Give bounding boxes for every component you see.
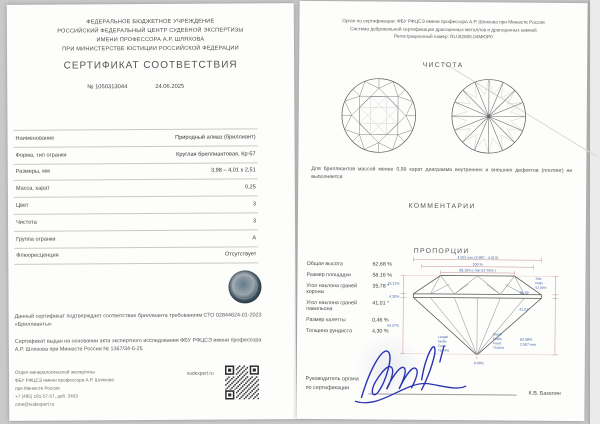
proportion-value: 62,68 % bbox=[372, 261, 393, 268]
issuer-line: РОССИЙСКИЙ ФЕДЕРАЛЬНЫЙ ЦЕНТР СУДЕБНОЙ ЭКСПЕРТИЗЫ bbox=[57, 27, 244, 35]
clarity-heading: ЧИСТОТА bbox=[422, 61, 464, 70]
table-row bbox=[14, 180, 258, 198]
issuer-header bbox=[7, 17, 294, 55]
property-label: Размеры, мм bbox=[15, 169, 50, 176]
contact-phone: +7 (495) 181-57-57, доб. 3403 bbox=[15, 393, 78, 399]
proportion-value: 58,16 % bbox=[372, 272, 392, 279]
proportion-label: Размер площадки bbox=[306, 271, 351, 279]
total-depth-mm-label: 2.507 mm bbox=[519, 342, 536, 347]
handwritten-signature bbox=[351, 335, 472, 412]
crown-angle-label: 35.78° bbox=[519, 291, 530, 296]
certification-body-header bbox=[299, 17, 587, 42]
contact-line: ФБУ РФЦСЭ имени профессора А.Р. Шляхова bbox=[15, 377, 114, 383]
property-label: Масса, карат bbox=[15, 185, 50, 193]
contact-line: Отдел минералогической экспертизы bbox=[14, 369, 95, 375]
property-label: Чистота bbox=[16, 219, 37, 226]
clarity-pavilion-diagram bbox=[448, 76, 529, 157]
clarity-crown-diagram bbox=[338, 75, 419, 156]
certificate-number: № 1050313044 bbox=[87, 84, 128, 91]
issuance-statement: Сертификат выдан на основании акта экспертного исследования ФБУ РФЦСЭ имени профессора А.Р. Шляхова при Минюсте России № 1367/34-6-25 bbox=[14, 337, 262, 353]
pavilion-depth-label: 43.27% bbox=[386, 323, 400, 328]
proportion-value: 0,46 % bbox=[372, 317, 389, 324]
culet-pct-label: 0.46% bbox=[473, 361, 484, 366]
certificate-date: 24.06.2025 bbox=[155, 83, 185, 90]
clarity-note: Для бриллиантов массой менее 0,99 карат диаграмма внутренних и внешних дефектов (плотинг) не выполняется bbox=[311, 165, 573, 181]
cert-body-line: Система добровольной сертификации драгоценных металлов и драгоценных камней bbox=[350, 25, 537, 33]
table-row bbox=[14, 163, 258, 181]
length-girdle-label: Girdle bbox=[437, 339, 447, 344]
issuer-line: ИМЕНИ ПРОФЕССОРА А.Р. ШЛЯХОВА bbox=[96, 36, 205, 44]
proportion-label: Общая высота bbox=[306, 260, 343, 268]
table-row bbox=[14, 230, 258, 248]
property-label: Наименование bbox=[15, 135, 55, 142]
width-pct-label: 100 % bbox=[472, 262, 483, 267]
signatory-role-line: Руководитель органа bbox=[305, 375, 359, 383]
proportion-label: Угол наклона граней короны bbox=[306, 282, 358, 296]
contact-block bbox=[15, 368, 114, 408]
table-row bbox=[14, 247, 258, 265]
official-seal bbox=[228, 270, 261, 303]
property-value: Природный алмаз (бриллиант) bbox=[175, 134, 256, 141]
total-depth-pct-label: 62.68% bbox=[519, 337, 533, 342]
width-mm-label: 4.001 mm (3.987 - 4.013) bbox=[457, 255, 498, 260]
comments-heading: КОММЕНТАРИИ bbox=[408, 202, 476, 211]
proportion-label: Толщина рундиста bbox=[306, 327, 352, 335]
property-value: 3 bbox=[252, 201, 256, 208]
property-value: А bbox=[252, 235, 257, 242]
issuer-line: ФЕДЕРАЛЬНОЕ БЮДЖЕТНОЕ УЧРЕЖДЕНИЕ bbox=[86, 18, 215, 26]
contact-line: при Минюсте России bbox=[15, 385, 60, 391]
proportion-label: Угол наклона граней павильона bbox=[306, 299, 357, 313]
depth-girdle-label: Girdle bbox=[492, 336, 502, 341]
table-pct-label: 58.16% ( min 57.70% ) bbox=[459, 268, 496, 273]
proportion-value: 41,01 ° bbox=[372, 300, 390, 307]
table-row bbox=[14, 146, 258, 164]
depth-girdle-label: 79.50% bbox=[492, 345, 505, 350]
property-value: 0,25 bbox=[244, 184, 256, 191]
star-ratio-label: Ratio bbox=[535, 281, 544, 286]
certificate-page-right bbox=[296, 1, 587, 421]
website-label: sudexpert.ru bbox=[186, 371, 214, 377]
proportions-heading: ПРОПОРЦИИ bbox=[413, 247, 470, 256]
property-value: 3 bbox=[252, 218, 257, 225]
property-label: Цвет bbox=[15, 202, 29, 209]
signatory-name: К.В. Базолин bbox=[528, 390, 561, 397]
table-row bbox=[14, 213, 258, 231]
length-girdle-label: Facet bbox=[437, 343, 447, 349]
property-value: 3,98 – 4,01 x 2,51 bbox=[210, 167, 256, 175]
registration-number: Регистрационный номер: RU.В2805.04МЮР0 bbox=[393, 33, 493, 40]
certificate-meta bbox=[7, 83, 294, 95]
table-row bbox=[14, 129, 258, 147]
property-label: Форма, тип огранки bbox=[15, 152, 67, 159]
length-girdle-label: 76.74% bbox=[437, 348, 450, 353]
table-row bbox=[14, 197, 258, 215]
proportion-value: 35,78 ° bbox=[372, 283, 390, 290]
underlying-sheet-edge bbox=[590, 0, 600, 424]
property-label: Группа огранки bbox=[16, 236, 56, 243]
cert-body-line: Орган по сертификации: ФБУ РФЦСЭ имени профессора А.Р. Шляхова при Минюсте России bbox=[342, 18, 545, 25]
property-value: Отсутствует bbox=[224, 251, 257, 259]
depth-girdle-label: Depth bbox=[493, 332, 502, 337]
issuer-line: ПРИ МИНИСТЕРСТВЕ ЮСТИЦИИ РОССИЙСКОЙ ФЕДЕРАЦИИ bbox=[62, 45, 239, 53]
depth-girdle-label: Facet bbox=[492, 341, 502, 346]
certificate-page-left bbox=[7, 3, 297, 421]
star-ratio-label: Star bbox=[535, 276, 542, 281]
star-ratio-label: 52.86% bbox=[535, 285, 547, 290]
girdle-pct-label: 4.30% bbox=[389, 294, 400, 299]
gem-properties-table bbox=[13, 128, 258, 265]
contact-email: ome@sudexpert.ru bbox=[15, 401, 55, 407]
certificate-title: СЕРТИФИКАТ СООТВЕТСТВИЯ bbox=[63, 59, 238, 72]
conformity-statement: Данный сертификат подтверждает соответствие бриллианта требованиям СТО 02844624-01-2023 «Бриллианты» bbox=[14, 312, 262, 328]
qr-code bbox=[225, 365, 259, 399]
property-value: Круглая бриллиантовая, Кр-57 bbox=[176, 151, 256, 158]
crown-height-label: 15.11% bbox=[387, 281, 400, 286]
proportion-label: Размер калетты bbox=[306, 316, 346, 324]
pavilion-angle-label: 41.01° bbox=[519, 307, 530, 312]
proportion-value: 4,30 % bbox=[372, 328, 389, 335]
property-label: Флюоресценция bbox=[16, 253, 59, 260]
signatory-role-line: по сертификации bbox=[305, 384, 350, 391]
length-girdle-label: Length bbox=[437, 334, 449, 340]
